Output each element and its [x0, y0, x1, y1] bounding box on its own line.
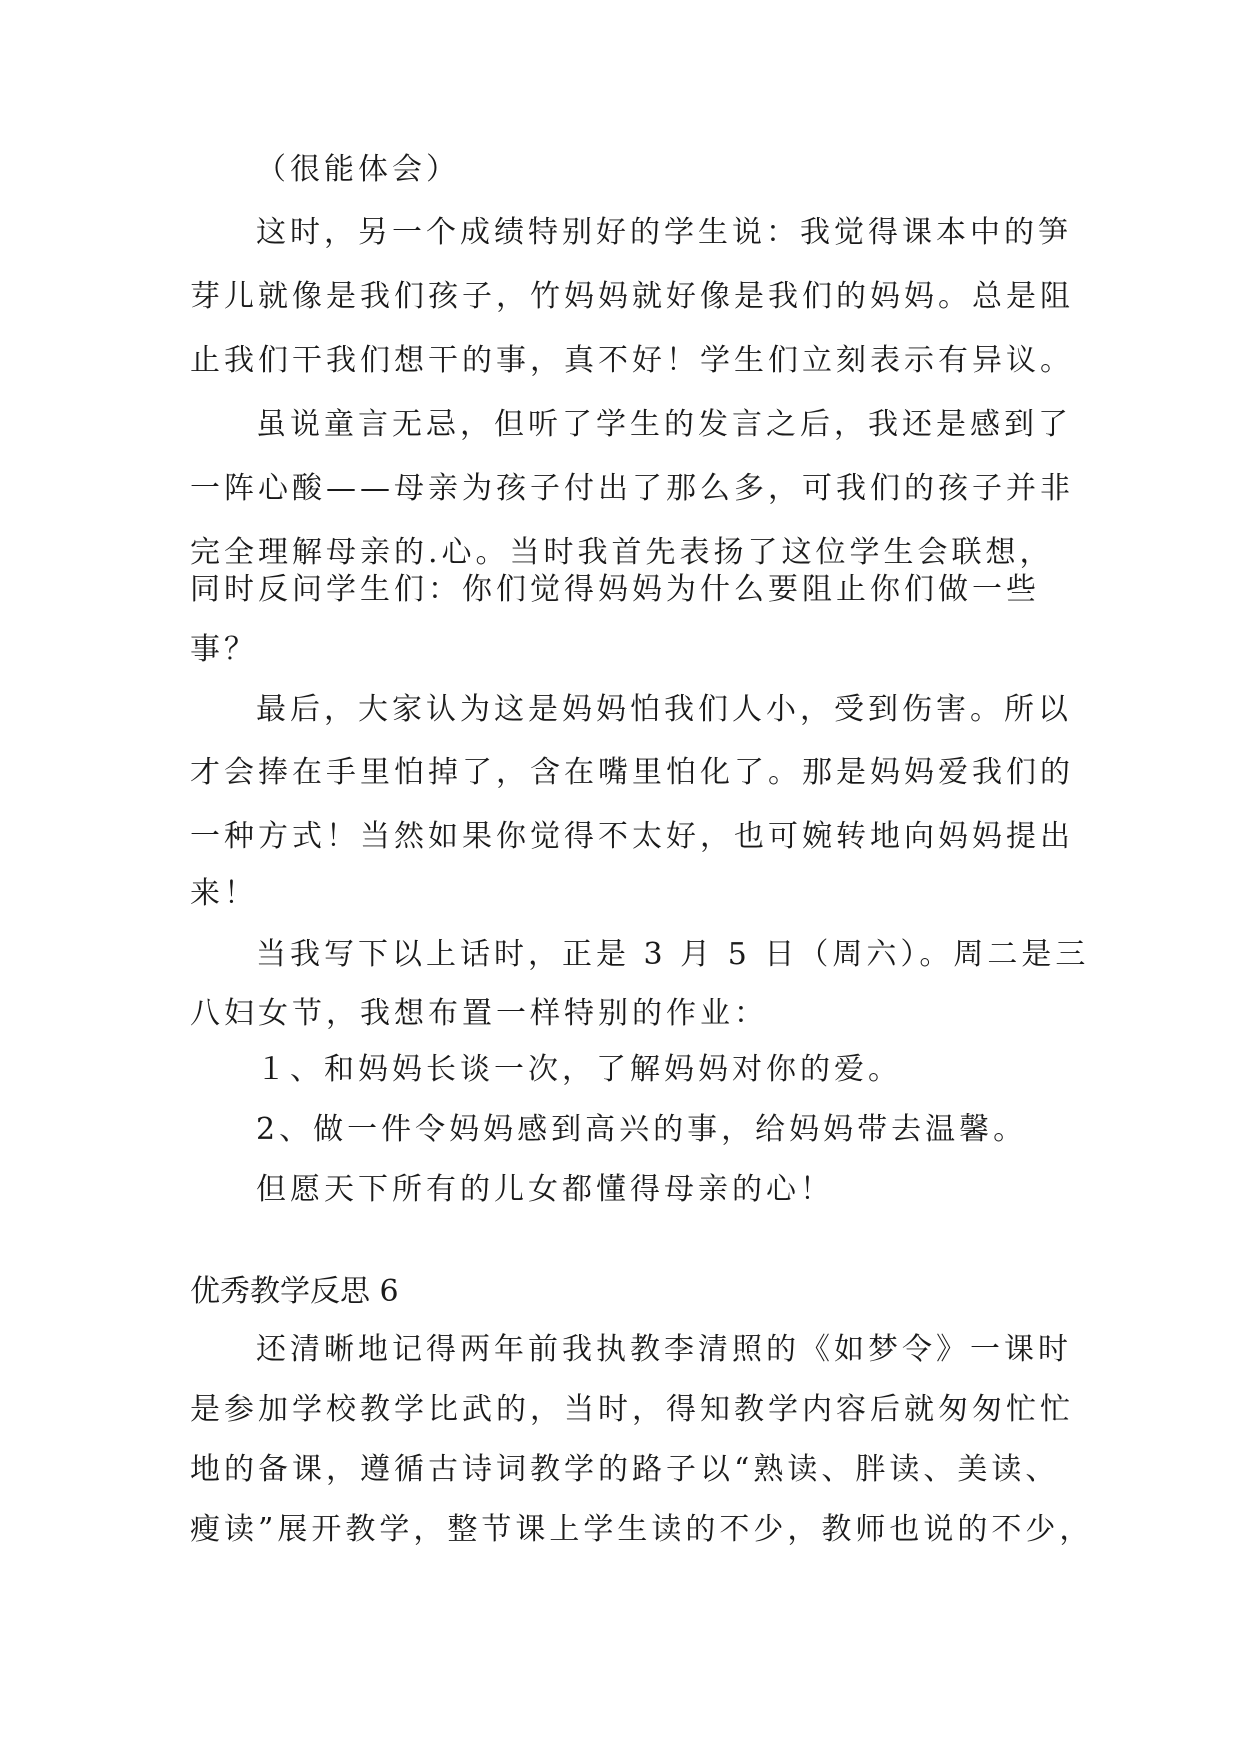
text-line: 瘦读”展开教学，整节课上学生读的不少，教师也说的不少，	[190, 1512, 1094, 1547]
text-line: 芽儿就像是我们孩子，竹妈妈就好像是我们的妈妈。总是阻	[190, 279, 1074, 314]
text-line: 当我写下以上话时，正是 3 月 5 日（周六）。周二是三	[256, 937, 1090, 972]
list-item: 2、做一件令妈妈感到高兴的事，给妈妈带去温馨。	[256, 1112, 1028, 1147]
text-line: 完全理解母亲的.心。当时我首先表扬了这位学生会联想，	[190, 535, 1054, 570]
list-item: １、和妈妈长谈一次，了解妈妈对你的爱。	[256, 1052, 902, 1087]
text-line: 虽说童言无忌，但听了学生的发言之后，我还是感到了	[256, 407, 1072, 442]
text-line: 一种方式！当然如果你觉得不太好，也可婉转地向妈妈提出	[190, 819, 1074, 854]
text-line: 一阵心酸——母亲为孩子付出了那么多，可我们的孩子并非	[190, 471, 1074, 506]
text-line: 来！	[190, 876, 258, 911]
section-heading: 优秀教学反思 6	[190, 1274, 399, 1309]
text-line: 八妇女节，我想布置一样特别的作业：	[190, 996, 768, 1031]
text-line: 止我们干我们想干的事，真不好！学生们立刻表示有异议。	[190, 343, 1074, 378]
text-line: 才会捧在手里怕掉了，含在嘴里怕化了。那是妈妈爱我们的	[190, 755, 1074, 790]
text-line: （很能体会）	[256, 152, 460, 187]
text-line: 还清晰地记得两年前我执教李清照的《如梦令》一课时	[256, 1332, 1072, 1367]
text-line: 最后，大家认为这是妈妈怕我们人小，受到伤害。所以	[256, 692, 1072, 727]
text-line: 地的备课，遵循古诗词教学的路子以“熟读、胖读、美读、	[190, 1452, 1060, 1487]
text-line: 同时反问学生们：你们觉得妈妈为什么要阻止你们做一些	[190, 572, 1040, 607]
text-line: 这时，另一个成绩特别好的学生说：我觉得课本中的笋	[256, 215, 1072, 250]
text-line: 事？	[190, 632, 258, 667]
text-line: 但愿天下所有的儿女都懂得母亲的心！	[256, 1172, 834, 1207]
text-line: 是参加学校教学比武的，当时，得知教学内容后就匆匆忙忙	[190, 1392, 1074, 1427]
